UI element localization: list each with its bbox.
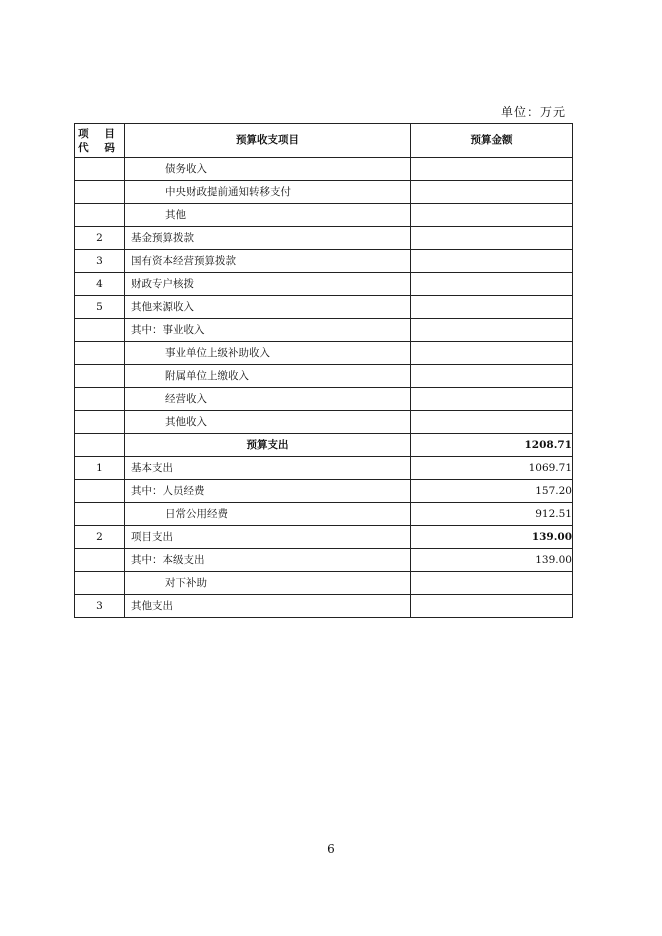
header-amount: 预算金额	[411, 124, 573, 158]
table-row	[75, 526, 573, 549]
page-number: 6	[327, 842, 335, 856]
row-amount: 1208.71	[411, 434, 573, 457]
row-code: 4	[75, 273, 125, 296]
row-item-name: 其中：本级支出	[125, 549, 411, 572]
table-row	[75, 273, 573, 296]
row-code: 5	[75, 296, 125, 319]
row-amount	[411, 342, 573, 365]
row-item-name: 财政专户核拨	[125, 273, 411, 296]
table-row	[75, 457, 573, 480]
table-row	[75, 227, 573, 250]
row-item-name: 中央财政提前通知转移支付	[125, 181, 411, 204]
row-amount	[411, 296, 573, 319]
row-amount	[411, 273, 573, 296]
table-row	[75, 434, 573, 457]
table-row	[75, 503, 573, 526]
table-row	[75, 158, 573, 181]
row-item-name: 国有资本经营预算拨款	[125, 250, 411, 273]
row-item-name: 其他	[125, 204, 411, 227]
row-code: 2	[75, 526, 125, 549]
row-amount: 139.00	[411, 549, 573, 572]
table-row	[75, 181, 573, 204]
row-item-name: 其他来源收入	[125, 296, 411, 319]
row-item-name: 其他支出	[125, 595, 411, 618]
row-code: 3	[75, 250, 125, 273]
row-amount: 157.20	[411, 480, 573, 503]
row-amount	[411, 411, 573, 434]
table-row	[75, 480, 573, 503]
row-item-name: 其他收入	[125, 411, 411, 434]
row-item-name: 项目支出	[125, 526, 411, 549]
row-amount	[411, 572, 573, 595]
row-code	[75, 480, 125, 503]
row-code	[75, 434, 125, 457]
row-amount	[411, 227, 573, 250]
row-code	[75, 365, 125, 388]
row-amount: 139.00	[411, 526, 573, 549]
table-row	[75, 296, 573, 319]
header-code-line1: 项 目	[78, 127, 121, 140]
row-item-name: 其中：人员经费	[125, 480, 411, 503]
row-code: 1	[75, 457, 125, 480]
row-code	[75, 388, 125, 411]
table-row	[75, 342, 573, 365]
row-item-name: 经营收入	[125, 388, 411, 411]
row-code: 2	[75, 227, 125, 250]
header-item: 预算收支项目	[125, 124, 411, 158]
row-item-name: 基金预算拨款	[125, 227, 411, 250]
table-row	[75, 365, 573, 388]
row-amount	[411, 250, 573, 273]
row-amount	[411, 204, 573, 227]
row-amount	[411, 181, 573, 204]
table-row	[75, 572, 573, 595]
table-row	[75, 204, 573, 227]
row-code	[75, 411, 125, 434]
row-code	[75, 503, 125, 526]
row-code	[75, 181, 125, 204]
row-amount	[411, 388, 573, 411]
row-item-name: 对下补助	[125, 572, 411, 595]
row-amount	[411, 365, 573, 388]
row-amount	[411, 158, 573, 181]
row-item-name: 债务收入	[125, 158, 411, 181]
table-row	[75, 319, 573, 342]
table-row	[75, 595, 573, 618]
row-amount	[411, 595, 573, 618]
row-item-name: 其中：事业收入	[125, 319, 411, 342]
header-code	[75, 124, 125, 158]
budget-table	[74, 123, 573, 618]
row-amount: 912.51	[411, 503, 573, 526]
table-header-row	[75, 124, 573, 158]
row-amount: 1069.71	[411, 457, 573, 480]
row-code	[75, 342, 125, 365]
row-code	[75, 549, 125, 572]
table-row	[75, 411, 573, 434]
header-code-line2: 代 码	[78, 141, 121, 154]
row-item-name: 基本支出	[125, 457, 411, 480]
row-code	[75, 204, 125, 227]
row-code	[75, 158, 125, 181]
row-code: 3	[75, 595, 125, 618]
unit-label: 单位：万元	[500, 105, 566, 119]
table-row	[75, 388, 573, 411]
row-item-name: 日常公用经费	[125, 503, 411, 526]
row-amount	[411, 319, 573, 342]
table-row	[75, 549, 573, 572]
row-item-name: 预算支出	[125, 434, 411, 457]
row-item-name: 事业单位上级补助收入	[125, 342, 411, 365]
row-code	[75, 319, 125, 342]
row-code	[75, 572, 125, 595]
table-row	[75, 250, 573, 273]
row-item-name: 附属单位上缴收入	[125, 365, 411, 388]
